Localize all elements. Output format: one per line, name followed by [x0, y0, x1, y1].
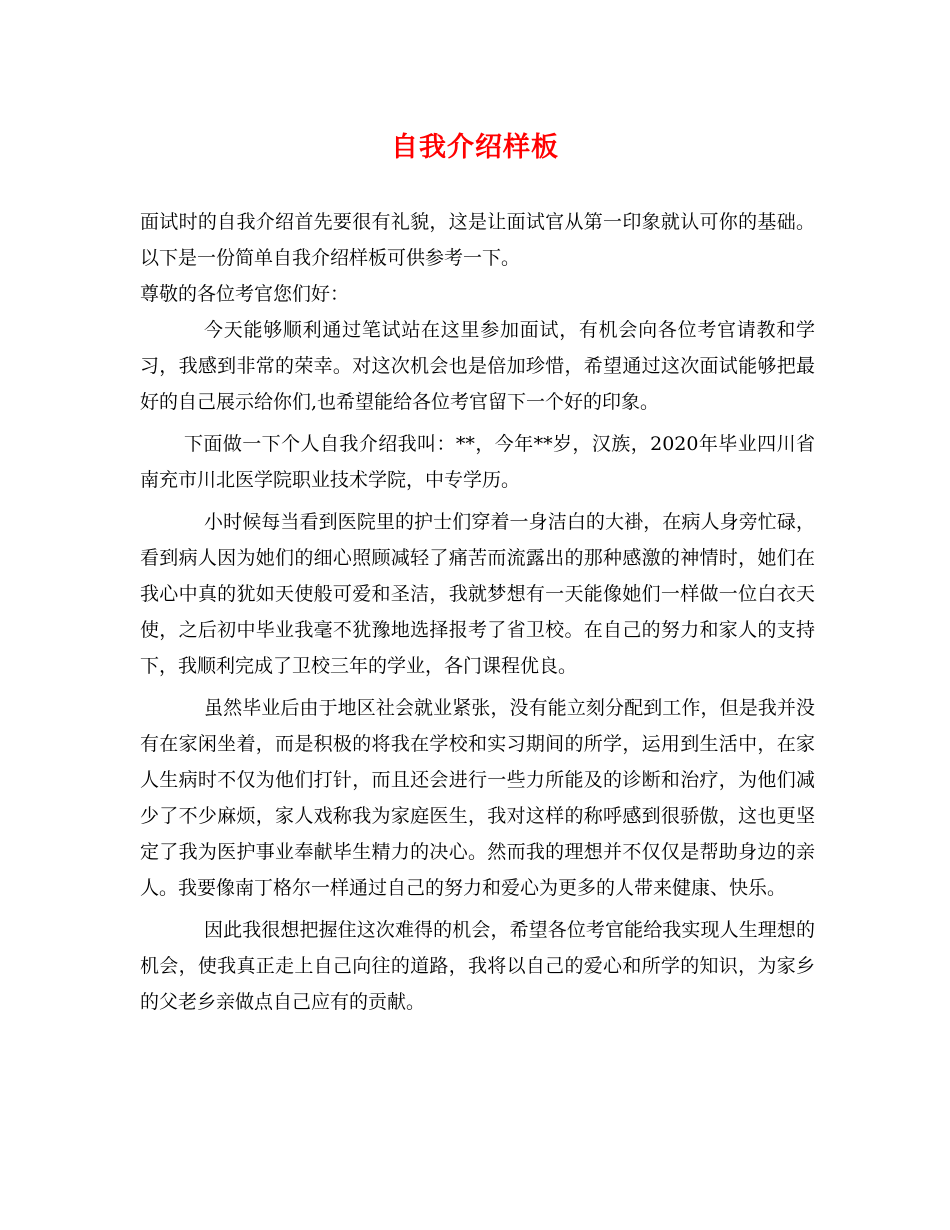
- document-title: 自我介绍样板: [391, 132, 559, 163]
- paragraph-after-graduation: 虽然毕业后由于地区社会就业紧张，没有能立刻分配到工作，但是我并没有在家闲坐着，而是积极的将我在学校和实习期间的所学，运用到生活中，在家人生病时不仅为他们打针，而且还会进行一些力所能及的诊断和治疗，为他们减少了不少麻烦，家人戏称我为家庭医生，我对这样的称呼感到很骄傲，这也更坚定了我为医护事业奉献毕生精力的决心。然而我的理想并不仅仅是帮助身边的亲人。我要像南丁格尔一样通过自己的努力和爱心为更多的人带来健康、快乐。: [140, 697, 815, 899]
- paragraph-opening: 今天能够顺利通过笔试站在这里参加面试，有机会向各位考官请教和学习，我感到非常的荣幸。对这次机会也是倍加珍惜，希望通过这次面试能够把最好的自己展示给你们,也希望能给各位考官留下一个好的印象。: [140, 319, 815, 413]
- document-body: [140, 204, 815, 1020]
- intro-paragraph: 面试时的自我介绍首先要很有礼貌，这是让面试官从第一印象就认可你的基础。以下是一份简单自我介绍样板可供参考一下。: [140, 211, 815, 269]
- paragraph-personal-info: 下面做一下个人自我介绍我叫：**，今年**岁，汉族，2020年毕业四川省南充市川北医学院职业技术学院，中专学历。: [140, 433, 815, 491]
- paragraph-childhood: 小时候每当看到医院里的护士们穿着一身洁白的大褂，在病人身旁忙碌，看到病人因为她们的细心照顾减轻了痛苦而流露出的那种感激的神情时，她们在我心中真的犹如天使般可爱和圣洁，我就梦想有一天能像她们一样做一位白衣天使，之后初中毕业我毫不犹豫地选择报考了省卫校。在自己的努力和家人的支持下，我顺利完成了卫校三年的学业，各门课程优良。: [140, 511, 815, 677]
- paragraph-closing: 因此我很想把握住这次难得的机会，希望各位考官能给我实现人生理想的机会，使我真正走上自己向往的道路，我将以自己的爱心和所学的知识，为家乡的父老乡亲做点自己应有的贡献。: [140, 919, 815, 1013]
- greeting-line: 尊敬的各位考官您们好：: [140, 283, 350, 305]
